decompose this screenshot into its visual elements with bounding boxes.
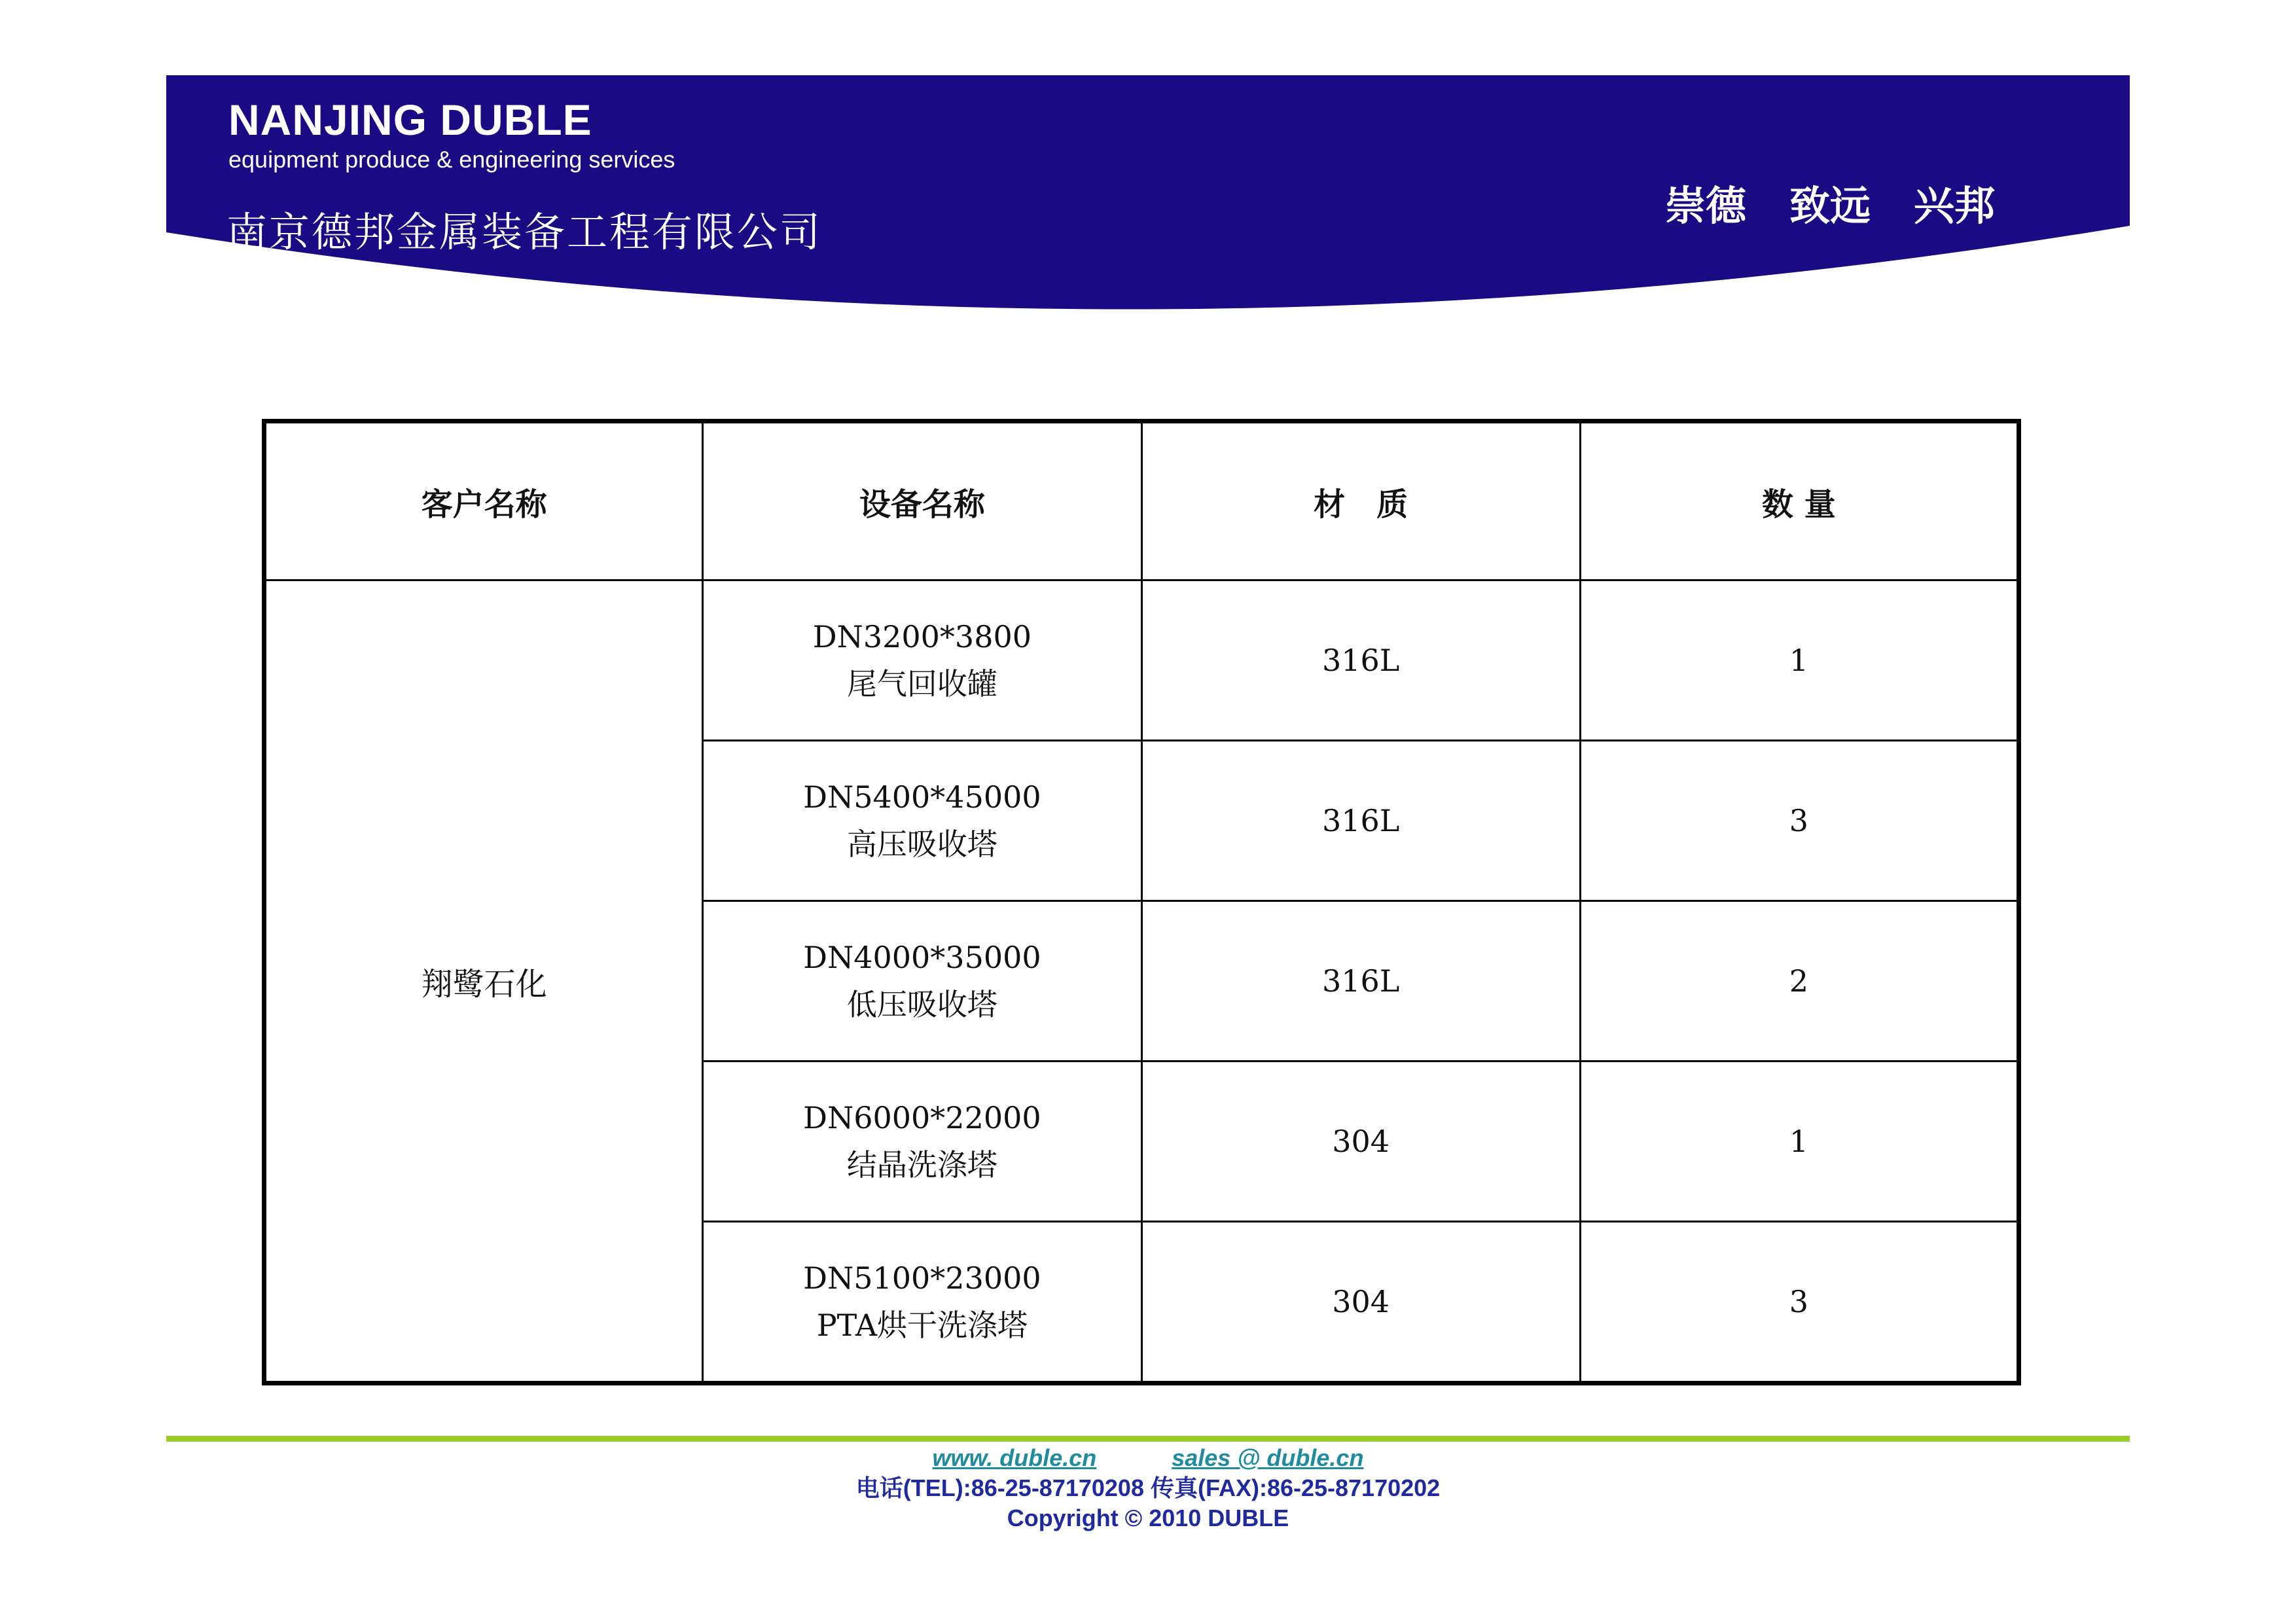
- equipment-name: 结晶洗涤塔: [846, 1147, 997, 1183]
- company-motto: [1665, 173, 1995, 232]
- material-cell: 316L: [1141, 741, 1580, 901]
- email-link[interactable]: sales @ duble.cn: [1172, 1444, 1364, 1471]
- quantity-cell: 1: [1580, 1061, 2018, 1222]
- quantity-cell: 3: [1580, 741, 2018, 901]
- equipment-model: DN5100*23000: [803, 1260, 1041, 1296]
- equipment-name: 低压吸收塔: [846, 987, 997, 1022]
- motto-word: 兴邦: [1914, 182, 1996, 230]
- customer-cell: 翔鹭石化: [264, 580, 703, 1383]
- equipment-model: DN6000*22000: [803, 1100, 1041, 1135]
- equipment-table: [262, 419, 2021, 1385]
- header-quantity: 数 量: [1580, 421, 2018, 580]
- equipment-model: DN3200*3800: [812, 619, 1031, 654]
- header-equipment: 设备名称: [703, 421, 1141, 580]
- equipment-cell: [703, 1061, 1141, 1222]
- motto-word: 崇德: [1665, 182, 1747, 230]
- equipment-model: DN5400*45000: [803, 779, 1041, 815]
- footer: [166, 1443, 2130, 1533]
- equipment-cell: [703, 580, 1141, 741]
- material-cell: 316L: [1141, 580, 1580, 741]
- table-row: [264, 580, 2019, 741]
- motto-word: 致远: [1789, 182, 1871, 230]
- equipment-cell: [703, 741, 1141, 901]
- material-cell: 304: [1141, 1222, 1580, 1383]
- header-banner: [166, 75, 2130, 317]
- quantity-cell: 1: [1580, 580, 2018, 741]
- brand-name: NANJING DUBLE: [228, 96, 592, 144]
- footer-contact: 电话(TEL):86-25-87170208 传真(FAX):86-25-87170202: [855, 1474, 1441, 1501]
- equipment-name: 尾气回收罐: [846, 666, 997, 702]
- company-name-cn: 南京德邦金属装备工程有限公司: [226, 208, 823, 256]
- table-header-row: [264, 421, 2019, 580]
- footer-copyright: Copyright © 2010 DUBLE: [1007, 1505, 1289, 1531]
- equipment-model: DN4000*35000: [803, 940, 1041, 975]
- equipment-cell: [703, 1222, 1141, 1383]
- equipment-name: PTA烘干洗涤塔: [816, 1308, 1028, 1343]
- brand-tagline: equipment produce & engineering services: [228, 146, 675, 173]
- quantity-cell: 3: [1580, 1222, 2018, 1383]
- header-customer: 客户名称: [264, 421, 703, 580]
- equipment-cell: [703, 901, 1141, 1061]
- quantity-cell: 2: [1580, 901, 2018, 1061]
- footer-links: [166, 1443, 2130, 1473]
- equipment-name: 高压吸收塔: [846, 827, 997, 862]
- header-material: 材 质: [1141, 421, 1580, 580]
- footer-divider: [166, 1436, 2130, 1442]
- material-cell: 316L: [1141, 901, 1580, 1061]
- material-cell: 304: [1141, 1061, 1580, 1222]
- equipment-table-container: [262, 419, 2021, 1376]
- website-link[interactable]: www. duble.cn: [932, 1444, 1097, 1471]
